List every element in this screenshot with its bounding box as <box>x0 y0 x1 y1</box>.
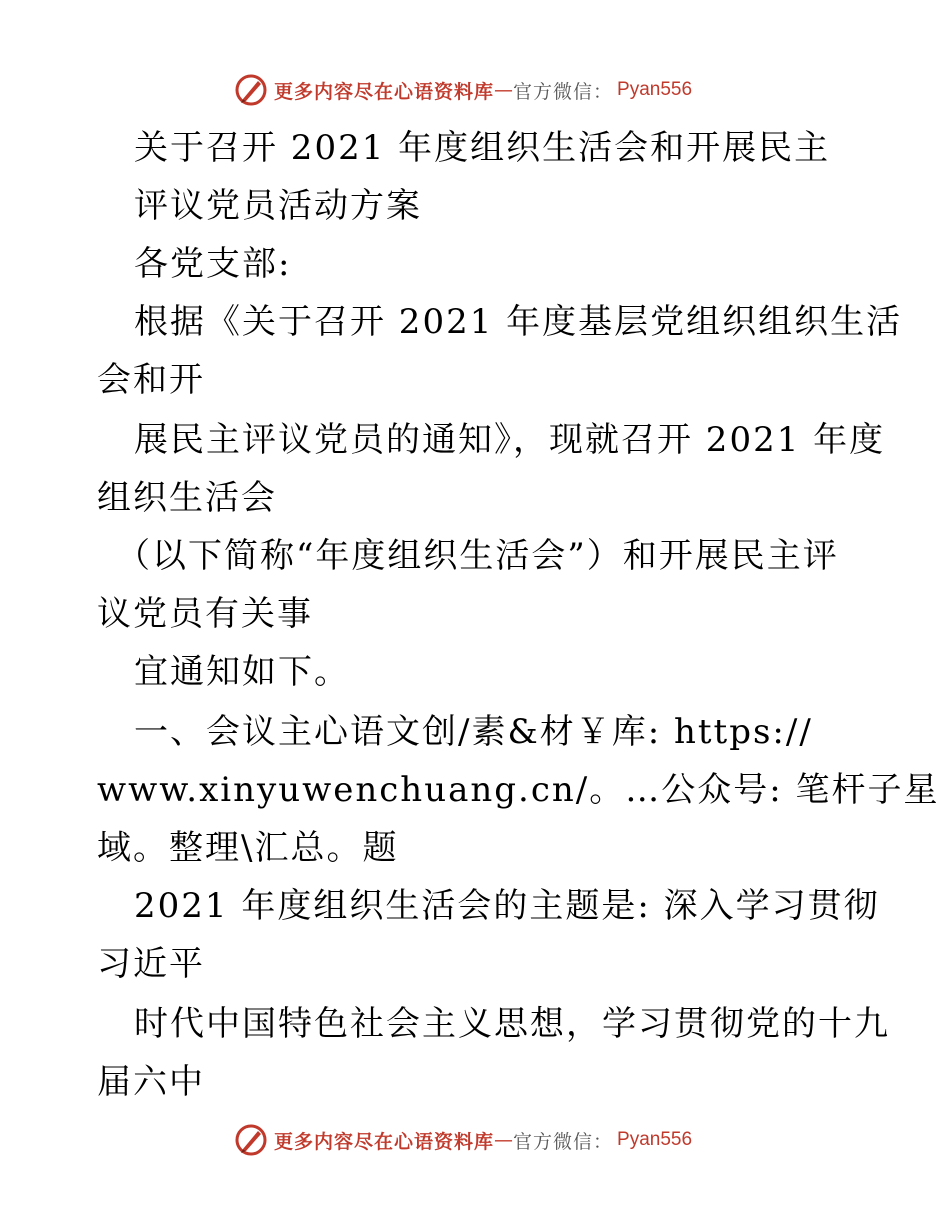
banner-wechat-label: 官方微信： <box>513 1130 614 1153</box>
pen-logo-icon <box>234 1123 268 1157</box>
banner-separator: — <box>494 1129 514 1151</box>
banner-wechat-id: Pyan556 <box>617 79 693 100</box>
paragraph-line: 2021 年度组织生活会的主题是: 深入学习贯彻 <box>134 886 880 926</box>
paragraph-line: www.xinyuwenchuang.cn/。…公众号: 笔杆子星 <box>97 770 940 810</box>
salutation: 各党支部: <box>134 244 292 284</box>
title-line-2: 评议党员活动方案 <box>134 186 422 226</box>
banner-wechat-id: Pyan556 <box>617 1129 693 1150</box>
paragraph-line: （以下简称“年度组织生活会”）和开展民主评 <box>116 536 839 576</box>
paragraph-line: 议党员有关事 <box>97 594 313 634</box>
paragraph-line: 时代中国特色社会主义思想，学习贯彻党的十九 <box>134 1004 890 1044</box>
paragraph-line: 宜通知如下。 <box>134 652 350 692</box>
title-line-1: 关于召开 2021 年度组织生活会和开展民主 <box>134 128 831 168</box>
paragraph-line: 习近平 <box>97 944 205 984</box>
paragraph-line: 根据《关于召开 2021 年度基层党组织组织生活 <box>134 302 903 342</box>
banner-main-text: 更多内容尽在心语资料库 <box>274 1130 495 1153</box>
paragraph-line: 展民主评议党员的通知》，现就召开 2021 年度 <box>134 420 886 460</box>
paragraph-line: 届六中 <box>97 1062 205 1102</box>
pen-logo-icon <box>234 73 268 107</box>
footer-banner <box>234 1120 692 1160</box>
paragraph-line: 域。整理\汇总。题 <box>97 828 399 868</box>
banner-main-text: 更多内容尽在心语资料库 <box>274 80 495 103</box>
banner-separator: — <box>494 79 514 101</box>
banner-wechat-label: 官方微信： <box>513 80 614 103</box>
paragraph-line: 组织生活会 <box>97 478 277 518</box>
section-heading-line: 一、会议主心语文创/素&材￥库: https:// <box>134 712 813 752</box>
paragraph-line: 会和开 <box>97 360 205 400</box>
header-banner <box>234 70 692 110</box>
